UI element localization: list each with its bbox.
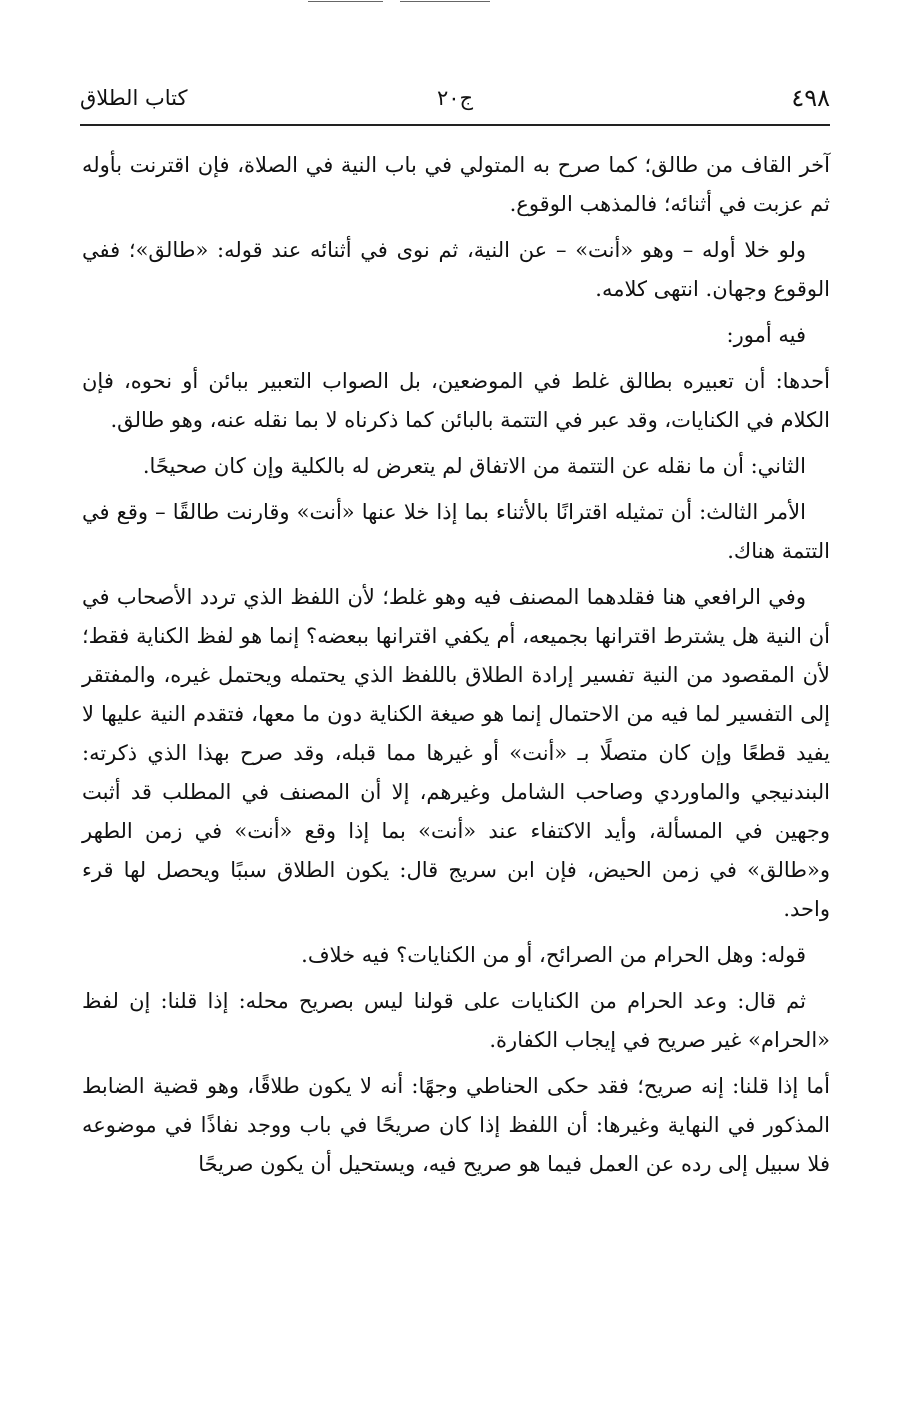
paragraph-5: الثاني: أن ما نقله عن التتمة من الاتفاق لم يتعرض له بالكلية وإن كان صحيحًا. [142, 454, 806, 478]
top-rule-right [400, 1, 490, 2]
paragraph-10: أما إذا قلنا: إنه صريح؛ فقد حكى الحناطي وجهًا: أنه لا يكون طلاقًا، وهو قضية الضابط المذكور في النهاية وغيرها: أن اللفظ إذا كان صريحًا في باب ووجد نفاذًا في موضوعه فلا سبيل إلى رده عن العمل فيما هو صريح فيه، ويستحيل أن يكون صريحًا [82, 1074, 830, 1176]
paragraph-6: الأمر الثالث: أن تمثيله اقترانًا بالأثناء بما إذا خلا عنها «أنت» وقارنت طالقًا – وقع في التتمة هناك. [82, 500, 830, 563]
page-body [82, 146, 830, 1191]
volume-label: ج٢٠ [436, 86, 474, 110]
page-number: ٤٩٨ [791, 84, 830, 112]
top-decorative-rules [300, 0, 600, 4]
paragraph-2: ولو خلا أوله – وهو «أنت» – عن النية، ثم نوى في أثنائه عند قوله: «طالق»؛ ففي الوقوع وجهان. انتهى كلامه. [82, 238, 830, 301]
book-title: كتاب الطلاق [80, 86, 188, 110]
page-header [80, 84, 830, 124]
paragraph-1: آخر القاف من طالق؛ كما صرح به المتولي في باب النية في الصلاة، فإن اقترنت بأوله ثم عزبت في أثنائه؛ فالمذهب الوقوع. [82, 153, 830, 216]
paragraph-7: وفي الرافعي هنا فقلدهما المصنف فيه وهو غلط؛ لأن اللفظ الذي تردد الأصحاب في أن النية هل يشترط اقترانها بجميعه، أم يكفي اقترانها ببعضه؟ إنما هو لفظ الكناية فقط؛ لأن المقصود من النية تفسير إرادة الطلاق باللفظ الذي يحتمله ويحتمل غيره، والمفتقر إلى التفسير لما فيه من الاحتمال إنما هو صيغة الكناية دون ما معها، فتقدم النية عليها لا يفيد قطعًا وإن كان متصلًا بـ «أنت» أو غيرها مما قبله، وقد صرح بهذا الذي ذكرته: البندنيجي والماوردي وصاحب الشامل وغيرهم، إلا أن المصنف في المطلب قد أثبت وجهين في المسألة، وأيد الاكتفاء عند «أنت» بما إذا وقع «أنت» في زمن الطهر و«طالق» في زمن الحيض، فإن ابن سريج قال: يكون الطلاق سببًا ويحصل لها قرء واحد. [82, 585, 830, 921]
paragraph-3: فيه أمور: [726, 323, 806, 347]
paragraph-4: أحدها: أن تعبيره بطالق غلط في الموضعين، بل الصواب التعبير ببائن أو نحوه، فإن الكلام في الكنايات، وقد عبر في التتمة بالبائن كما ذكرناه لا بما نقله عنه، وهو طالق. [82, 369, 830, 432]
header-divider [80, 124, 830, 126]
top-rule-left [308, 1, 383, 2]
paragraph-8: قوله: وهل الحرام من الصرائح، أو من الكنايات؟ فيه خلاف. [301, 943, 806, 967]
paragraph-9: ثم قال: وعد الحرام من الكنايات على قولنا ليس بصريح محله: إذا قلنا: إن لفظ «الحرام» غير صريح في إيجاب الكفارة. [82, 989, 830, 1052]
